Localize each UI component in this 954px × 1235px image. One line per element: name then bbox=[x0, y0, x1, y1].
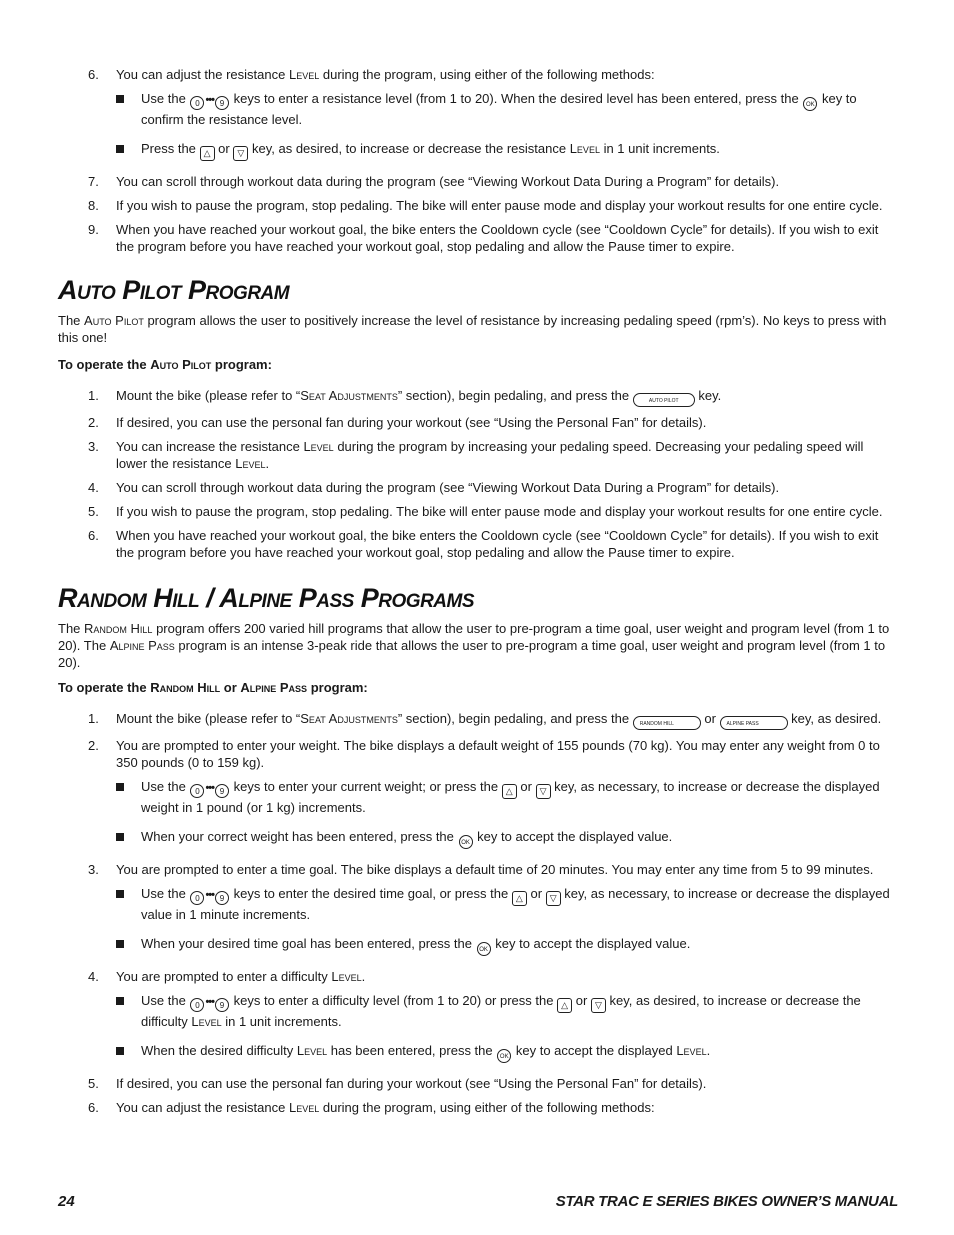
bullet-item: Use the 0 ••• 9 keys to enter your current weight; or press the △ or ▽ key, as necessary, to increase or decrease the displayed weight in 1 pound (or 1 kg) increments. bbox=[58, 778, 898, 816]
zero-key-icon: 0 bbox=[190, 891, 204, 905]
list-item: 5. If you wish to pause the program, stop pedaling. The bike will enter pause mode and display your workout results for one entire cycle. bbox=[88, 504, 883, 519]
bullet-item: When your desired time goal has been entered, press the OK key to accept the displayed value. bbox=[58, 935, 898, 956]
bullet-item: Use the 0 ••• 9 keys to enter the desired time goal, or press the △ or ▽ key, as necessary, to increase or decrease the displayed value in 1 minute increments. bbox=[58, 885, 898, 923]
bullet-square bbox=[116, 997, 124, 1005]
random-hill-operate-heading: To operate the Random Hill or Alpine Pass program: bbox=[58, 680, 368, 695]
ok-key-icon: OK bbox=[497, 1049, 511, 1063]
down-key-icon: ▽ bbox=[536, 784, 551, 799]
ok-key-icon: OK bbox=[477, 942, 491, 956]
list-item: 5. If desired, you can use the personal fan during your workout (see “Using the Personal Fan” for details). bbox=[88, 1076, 707, 1091]
bullet-item: Press the △ or ▽ key, as desired, to increase or decrease the resistance Level in 1 unit increments. bbox=[58, 140, 898, 161]
down-key-icon: ▽ bbox=[546, 891, 561, 906]
nine-key-icon: 9 bbox=[215, 96, 229, 110]
auto-pilot-key-icon: AUTO PILOT bbox=[633, 393, 695, 407]
down-key-icon: ▽ bbox=[591, 998, 606, 1013]
random-hill-intro: The Random Hill program offers 200 varied hill programs that allow the user to pre-program a time goal, user weight and program level (from 1 to 20). The Alpine Pass program is an intense 3-peak ride that allows the user to pre-program a time goal, user weight and program level (from 1 to 20). bbox=[58, 621, 890, 670]
page-footer bbox=[58, 1193, 898, 1213]
manual-page bbox=[58, 66, 898, 1123]
nine-key-icon: 9 bbox=[215, 998, 229, 1012]
list-item: 8. If you wish to pause the program, stop pedaling. The bike will enter pause mode and display your workout results for one entire cycle. bbox=[88, 198, 883, 213]
bullet-square bbox=[116, 1047, 124, 1055]
list-item: 4. You are prompted to enter a difficulty Level. bbox=[88, 969, 366, 984]
random-hill-key-icon: RANDOM HILL bbox=[633, 716, 701, 730]
bullet-square bbox=[116, 783, 124, 791]
bullet-item: When the desired difficulty Level has been entered, press the OK key to accept the displayed Level. bbox=[58, 1042, 898, 1063]
ok-key-icon: OK bbox=[803, 97, 817, 111]
nine-key-icon: 9 bbox=[215, 891, 229, 905]
list-item: 4. You can scroll through workout data during the program (see “Viewing Workout Data During a Program” for details). bbox=[88, 480, 780, 495]
list-item: 1. Mount the bike (please refer to “Seat Adjustments” section), begin pedaling, and press the AUTO PILOT key. bbox=[58, 387, 898, 407]
auto-pilot-heading: Auto Pilot Program bbox=[58, 275, 290, 305]
down-key-icon: ▽ bbox=[233, 146, 248, 161]
bullet-square bbox=[116, 145, 124, 153]
up-key-icon: △ bbox=[557, 998, 572, 1013]
bullet-square bbox=[116, 833, 124, 841]
zero-key-icon: 0 bbox=[190, 96, 204, 110]
list-item: 3. You are prompted to enter a time goal. The bike displays a default time of 20 minutes. You may enter any time from 5 to 99 minutes. bbox=[88, 862, 874, 877]
list-item: 3. You can increase the resistance Level during the program by increasing your pedaling speed. Decreasing your pedaling speed will lower the resistance Level. bbox=[88, 439, 864, 471]
manual-title: STAR TRAC E SERIES BIKES OWNER’S MANUAL bbox=[555, 1193, 898, 1210]
list-item: 9. When you have reached your workout goal, the bike enters the Cooldown cycle (see “Cooldown Cycle” for details). If you wish to exit the program before you have reached your workout goal, stop pedaling and allow the Pause timer to expire. bbox=[88, 222, 879, 254]
nine-key-icon: 9 bbox=[215, 784, 229, 798]
bullet-square bbox=[116, 940, 124, 948]
list-item: 2. If desired, you can use the personal fan during your workout (see “Using the Personal Fan” for details). bbox=[88, 415, 707, 430]
list-item: 7. You can scroll through workout data during the program (see “Viewing Workout Data During a Program” for details). bbox=[88, 174, 780, 189]
bullet-square bbox=[116, 95, 124, 103]
ok-key-icon: OK bbox=[459, 835, 473, 849]
list-item: 1. Mount the bike (please refer to “Seat Adjustments” section), begin pedaling, and press the RANDOM HILL or ALPINE PASS key, as desired. bbox=[58, 710, 898, 730]
up-key-icon: △ bbox=[200, 146, 215, 161]
auto-pilot-operate-heading: To operate the Auto Pilot program: bbox=[58, 357, 272, 372]
list-item: 6. When you have reached your workout goal, the bike enters the Cooldown cycle (see “Cooldown Cycle” for details). If you wish to exit the program before you have reached your workout goal, stop pedaling and allow the Pause timer to expire. bbox=[88, 528, 879, 560]
bullet-square bbox=[116, 890, 124, 898]
bullet-item: Use the 0 ••• 9 keys to enter a difficulty level (from 1 to 20) or press the △ or ▽ key, as desired, to increase or decrease the difficulty Level in 1 unit increments. bbox=[58, 992, 898, 1030]
bullet-item: When your correct weight has been entered, press the OK key to accept the displayed value. bbox=[58, 828, 898, 849]
page-number: 24 bbox=[58, 1193, 75, 1210]
random-hill-heading: Random Hill / Alpine Pass Programs bbox=[58, 583, 475, 613]
list-item: 6. You can adjust the resistance Level during the program, using either of the following methods: bbox=[88, 1100, 655, 1115]
zero-key-icon: 0 bbox=[190, 998, 204, 1012]
zero-key-icon: 0 bbox=[190, 784, 204, 798]
bullet-item: Use the 0 ••• 9 keys to enter a resistance level (from 1 to 20). When the desired level has been entered, press the OK key to confirm the resistance level. bbox=[58, 90, 898, 128]
auto-pilot-intro: The Auto Pilot program allows the user to positively increase the level of resistance by increasing pedaling speed (rpm’s). No keys to press with this one! bbox=[58, 313, 887, 345]
list-item: 2. You are prompted to enter your weight. The bike displays a default weight of 155 pounds (70 kg). You may enter any weight from 0 to 350 pounds (0 to 159 kg). bbox=[88, 738, 880, 770]
up-key-icon: △ bbox=[512, 891, 527, 906]
alpine-pass-key-icon: ALPINE PASS bbox=[720, 716, 788, 730]
list-item: 6. You can adjust the resistance Level during the program, using either of the following methods: bbox=[88, 67, 655, 82]
up-key-icon: △ bbox=[502, 784, 517, 799]
